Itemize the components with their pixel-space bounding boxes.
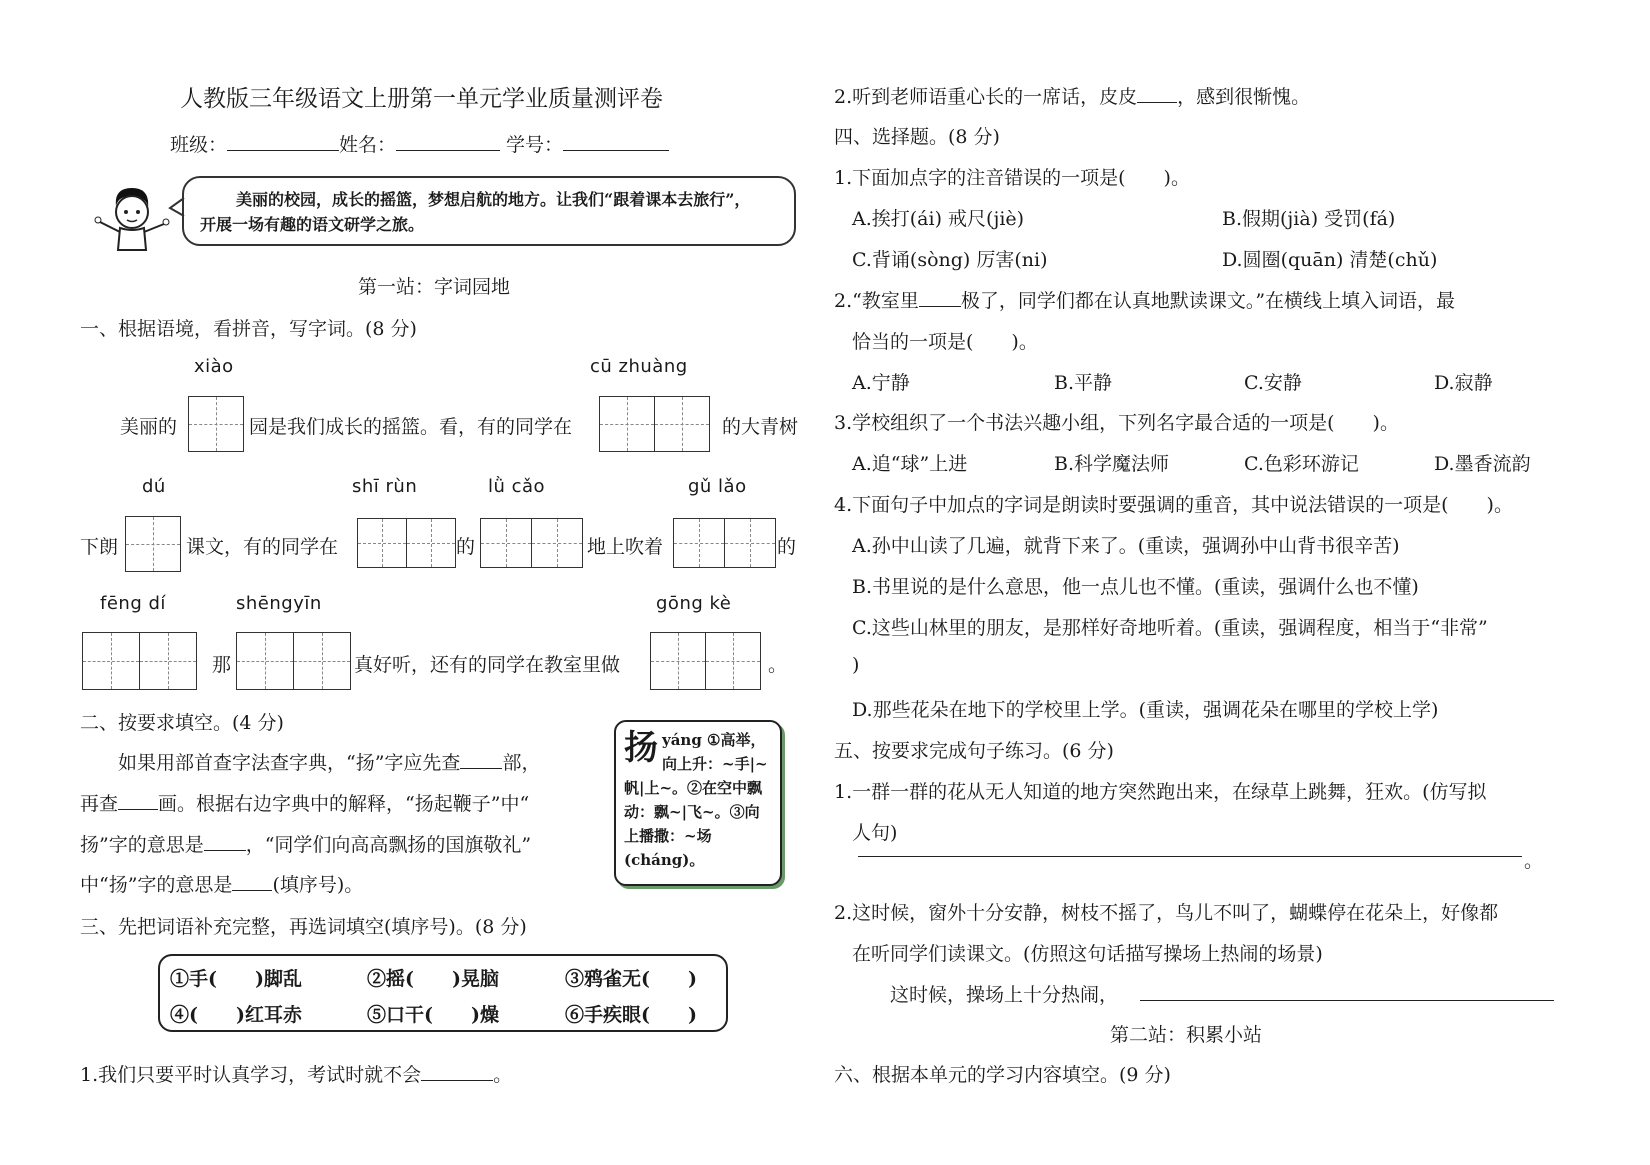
q2-blank-meaning-2[interactable] [232, 872, 272, 891]
q3-s1b: 。 [493, 1064, 513, 1086]
grid-lvcao[interactable] [480, 518, 581, 568]
grid-shengyin[interactable] [236, 632, 349, 690]
grid-cuzhuang[interactable] [599, 396, 708, 452]
q2-line-3a: 扬”字的意思是 [80, 834, 204, 856]
q2-blank-strokes[interactable] [118, 791, 158, 810]
q4-q2-option-c[interactable]: C.安静 [1244, 372, 1302, 394]
q5-answer-line-1[interactable] [858, 856, 1522, 857]
class-label: 班级： [170, 134, 228, 156]
id-label: 学号： [506, 134, 564, 156]
q1-text-2: 园是我们成长的摇篮。看，有的同学在 [249, 416, 573, 438]
q2-line-3b: ，“同学们向高高飘扬的国旗敬礼” [245, 834, 532, 856]
station-2-title: 第二站：积累小站 [1110, 1024, 1263, 1046]
word-option-2: ②摇( )晃脑 [367, 968, 499, 990]
q2-blank-meaning-1[interactable] [204, 832, 246, 851]
q4-q4-option-c-cont: ) [852, 654, 860, 676]
q4-question-1: 1.下面加点字的注音错误的一项是( )。 [834, 167, 1190, 189]
word-option-4: ④( )红耳赤 [170, 1004, 302, 1026]
grid-du[interactable] [125, 516, 180, 572]
q2-line-4 [80, 870, 363, 897]
q4-q2a: 2.“教室里 [834, 290, 919, 312]
id-blank[interactable] [563, 132, 669, 151]
name-blank[interactable] [396, 132, 500, 151]
q5-answer-end: 。 [1524, 850, 1544, 872]
word-options-box [158, 954, 728, 1032]
q4-q1-option-a[interactable]: A.挨打(ái) 戒尺(jiè) [852, 208, 1025, 230]
q5-sentence-2-cont: 在听同学们读课文。(仿照这句话描写操场上热闹的场景) [852, 943, 1323, 965]
pinyin-lvcao: lǜ cǎo [488, 476, 546, 497]
q4-q2-option-d[interactable]: D.寂静 [1434, 372, 1493, 394]
q2-line-1b: 部， [502, 752, 541, 774]
q3-s2a: 2.听到老师语重心长的一席话，皮皮 [834, 86, 1138, 108]
q5-sentence-1: 1.一群一群的花从无人知道的地方突然跑出来，在绿草上跳舞，狂欢。(仿写拟 [834, 781, 1487, 803]
pinyin-fengdi: fēng dí [100, 593, 166, 614]
q1-text-10: 真好听，还有的同学在教室里做 [354, 654, 621, 676]
pinyin-du: dú [142, 476, 166, 497]
q4-q1-option-d[interactable]: D.圆圈(quān) 清楚(chǔ) [1222, 249, 1438, 271]
word-option-1: ①手( )脚乱 [170, 968, 302, 990]
q3-sentence-1 [80, 1060, 512, 1087]
char-cell[interactable] [480, 518, 532, 568]
q1-text-9: 那 [212, 654, 232, 676]
grid-gulao[interactable] [673, 518, 774, 568]
char-cell[interactable] [236, 632, 294, 690]
q4-question-4: 4.下面句子中加点的字词是朗读时要强调的重音，其中说法错误的一项是( )。 [834, 494, 1513, 516]
q5-answer-line-2[interactable] [1140, 1000, 1554, 1001]
grid-gongke[interactable] [650, 632, 759, 690]
q4-q3-option-c[interactable]: C.色彩环游记 [1244, 453, 1359, 475]
char-cell[interactable] [406, 518, 456, 568]
pinyin-xiao: xiào [194, 356, 234, 377]
q2-line-4b: (填序号)。 [272, 874, 364, 896]
q4-q4-option-c[interactable]: C.这些山林里的朋友，是那样好奇地听着。(重读，强调程度，相当于“非常” [852, 617, 1488, 639]
q3-sentence-2 [834, 82, 1310, 109]
q4-q2-option-b[interactable]: B.平静 [1054, 372, 1113, 394]
word-option-6: ⑥手疾眼( ) [565, 1004, 697, 1026]
q4-q3-option-a[interactable]: A.追“球”上进 [852, 453, 968, 475]
q4-q2b: 极了，同学们都在认真地默读课文。”在横线上填入词语，最 [960, 290, 1456, 312]
q2-line-3 [80, 830, 531, 857]
class-blank[interactable] [227, 132, 339, 151]
intro-line-1: 美丽的校园，成长的摇篮，梦想启航的地方。让我们“跟着课本去旅行”， [236, 190, 751, 209]
char-cell[interactable] [654, 396, 710, 452]
char-cell[interactable] [650, 632, 706, 690]
pinyin-shengyin: shēngyīn [236, 593, 322, 614]
q5-sentence-2: 2.这时候，窗外十分安静，树枝不摇了，鸟儿不叫了，蝴蝶停在花朵上，好像都 [834, 902, 1499, 924]
q2-line-2a: 再查 [80, 793, 119, 815]
q1-text-6: 的 [456, 536, 476, 558]
char-cell[interactable] [531, 518, 583, 568]
grid-fengdi[interactable] [82, 632, 195, 690]
char-cell[interactable] [599, 396, 655, 452]
q2-blank-radical[interactable] [460, 750, 502, 769]
intro-line-2: 开展一场有趣的语文研学之旅。 [200, 215, 425, 234]
char-cell[interactable] [705, 632, 761, 690]
pinyin-shirun: shī rùn [352, 476, 418, 497]
q3-heading: 三、先把词语补充完整，再选词填空(填序号)。(8 分) [80, 916, 527, 938]
char-cell[interactable] [125, 516, 181, 572]
q3-s2b: ，感到很惭愧。 [1177, 86, 1311, 108]
char-cell[interactable] [139, 632, 197, 690]
q4-q4-option-b[interactable]: B.书里说的是什么意思，他一点儿也不懂。(重读，强调什么也不懂) [852, 576, 1419, 598]
q2-line-2 [80, 789, 529, 816]
dictionary-entry-box [614, 720, 782, 886]
word-option-5: ⑤口干( )燥 [367, 1004, 499, 1026]
q4-q2-blank[interactable] [919, 288, 961, 307]
char-cell[interactable] [673, 518, 725, 568]
q1-text-3: 的大青树 [722, 416, 799, 438]
q4-heading: 四、选择题。(8 分) [834, 126, 1000, 148]
pinyin-cuzhuang: cū zhuàng [590, 356, 688, 377]
word-option-3: ③鸦雀无( ) [565, 968, 697, 990]
q2-line-1 [118, 748, 540, 775]
child-avatar-icon [92, 184, 174, 254]
dict-definition: yáng ①高举，向上升：~手|~帆|上~。②在空中飘动：飘~|飞~。③向上播撒：~场(cháng)。 [624, 731, 768, 869]
dict-character: 扬 [624, 728, 658, 768]
char-cell[interactable] [357, 518, 407, 568]
q1-text-1: 美丽的 [120, 416, 178, 438]
q1-text-7: 地上吹着 [587, 536, 664, 558]
q4-q2-option-a[interactable]: A.宁静 [852, 372, 910, 394]
q3-blank-1[interactable] [421, 1062, 493, 1081]
char-cell[interactable] [82, 632, 140, 690]
q1-heading: 一、根据语境，看拼音，写字词。(8 分) [80, 318, 417, 340]
char-cell[interactable] [188, 396, 244, 452]
q4-question-2-cont: 恰当的一项是( )。 [852, 331, 1038, 353]
q5-sentence-1-cont: 人句) [852, 822, 898, 844]
q1-text-11: 。 [768, 654, 788, 676]
q1-text-5: 课文，有的同学在 [186, 536, 339, 558]
student-info-line [170, 130, 669, 157]
q4-q4-option-a[interactable]: A.孙中山读了几遍，就背下来了。(重读，强调孙中山背书很辛苦) [852, 535, 1400, 557]
q4-q3-option-d[interactable]: D.墨香流韵 [1434, 453, 1531, 475]
q4-question-3: 3.学校组织了一个书法兴趣小组，下列名字最合适的一项是( )。 [834, 412, 1399, 434]
q1-text-8: 的 [777, 536, 797, 558]
q4-question-2 [834, 286, 1455, 313]
q1-text-4: 下朗 [80, 536, 119, 558]
pinyin-gulao: gǔ lǎo [688, 476, 747, 497]
q2-heading: 二、按要求填空。(4 分) [80, 712, 284, 734]
q2-line-1a: 如果用部首查字法查字典，“扬”字应先查 [118, 752, 461, 774]
q5-heading: 五、按要求完成句子练习。(6 分) [834, 740, 1114, 762]
q5-sentence-2-prompt: 这时候，操场上十分热闹， [890, 984, 1119, 1006]
q2-line-4a: 中“扬”字的意思是 [80, 874, 233, 896]
q3-s1a: 1.我们只要平时认真学习，考试时就不会 [80, 1064, 422, 1086]
grid-shirun[interactable] [357, 518, 454, 568]
q6-heading: 六、根据本单元的学习内容填空。(9 分) [834, 1064, 1171, 1086]
intro-bubble [182, 176, 796, 246]
q4-q1-option-b[interactable]: B.假期(jià) 受罚(fá) [1222, 208, 1396, 230]
pinyin-gongke: gōng kè [656, 593, 732, 614]
q3-blank-2[interactable] [1137, 84, 1177, 103]
q4-q4-option-d[interactable]: D.那些花朵在地下的学校里上学。(重读，强调花朵在哪里的学校上学) [852, 699, 1439, 721]
grid-xiao[interactable] [188, 396, 243, 452]
char-cell[interactable] [724, 518, 776, 568]
station-1-title: 第一站：字词园地 [358, 276, 511, 298]
name-label: 姓名： [339, 134, 397, 156]
q4-q3-option-b[interactable]: B.科学魔法师 [1054, 453, 1170, 475]
char-cell[interactable] [293, 632, 351, 690]
q2-line-2b: 画。根据右边字典中的解释，“扬起鞭子”中“ [158, 793, 530, 815]
q4-q1-option-c[interactable]: C.背诵(sòng) 厉害(ni) [852, 249, 1048, 271]
page-title: 人教版三年级语文上册第一单元学业质量测评卷 [180, 86, 663, 112]
